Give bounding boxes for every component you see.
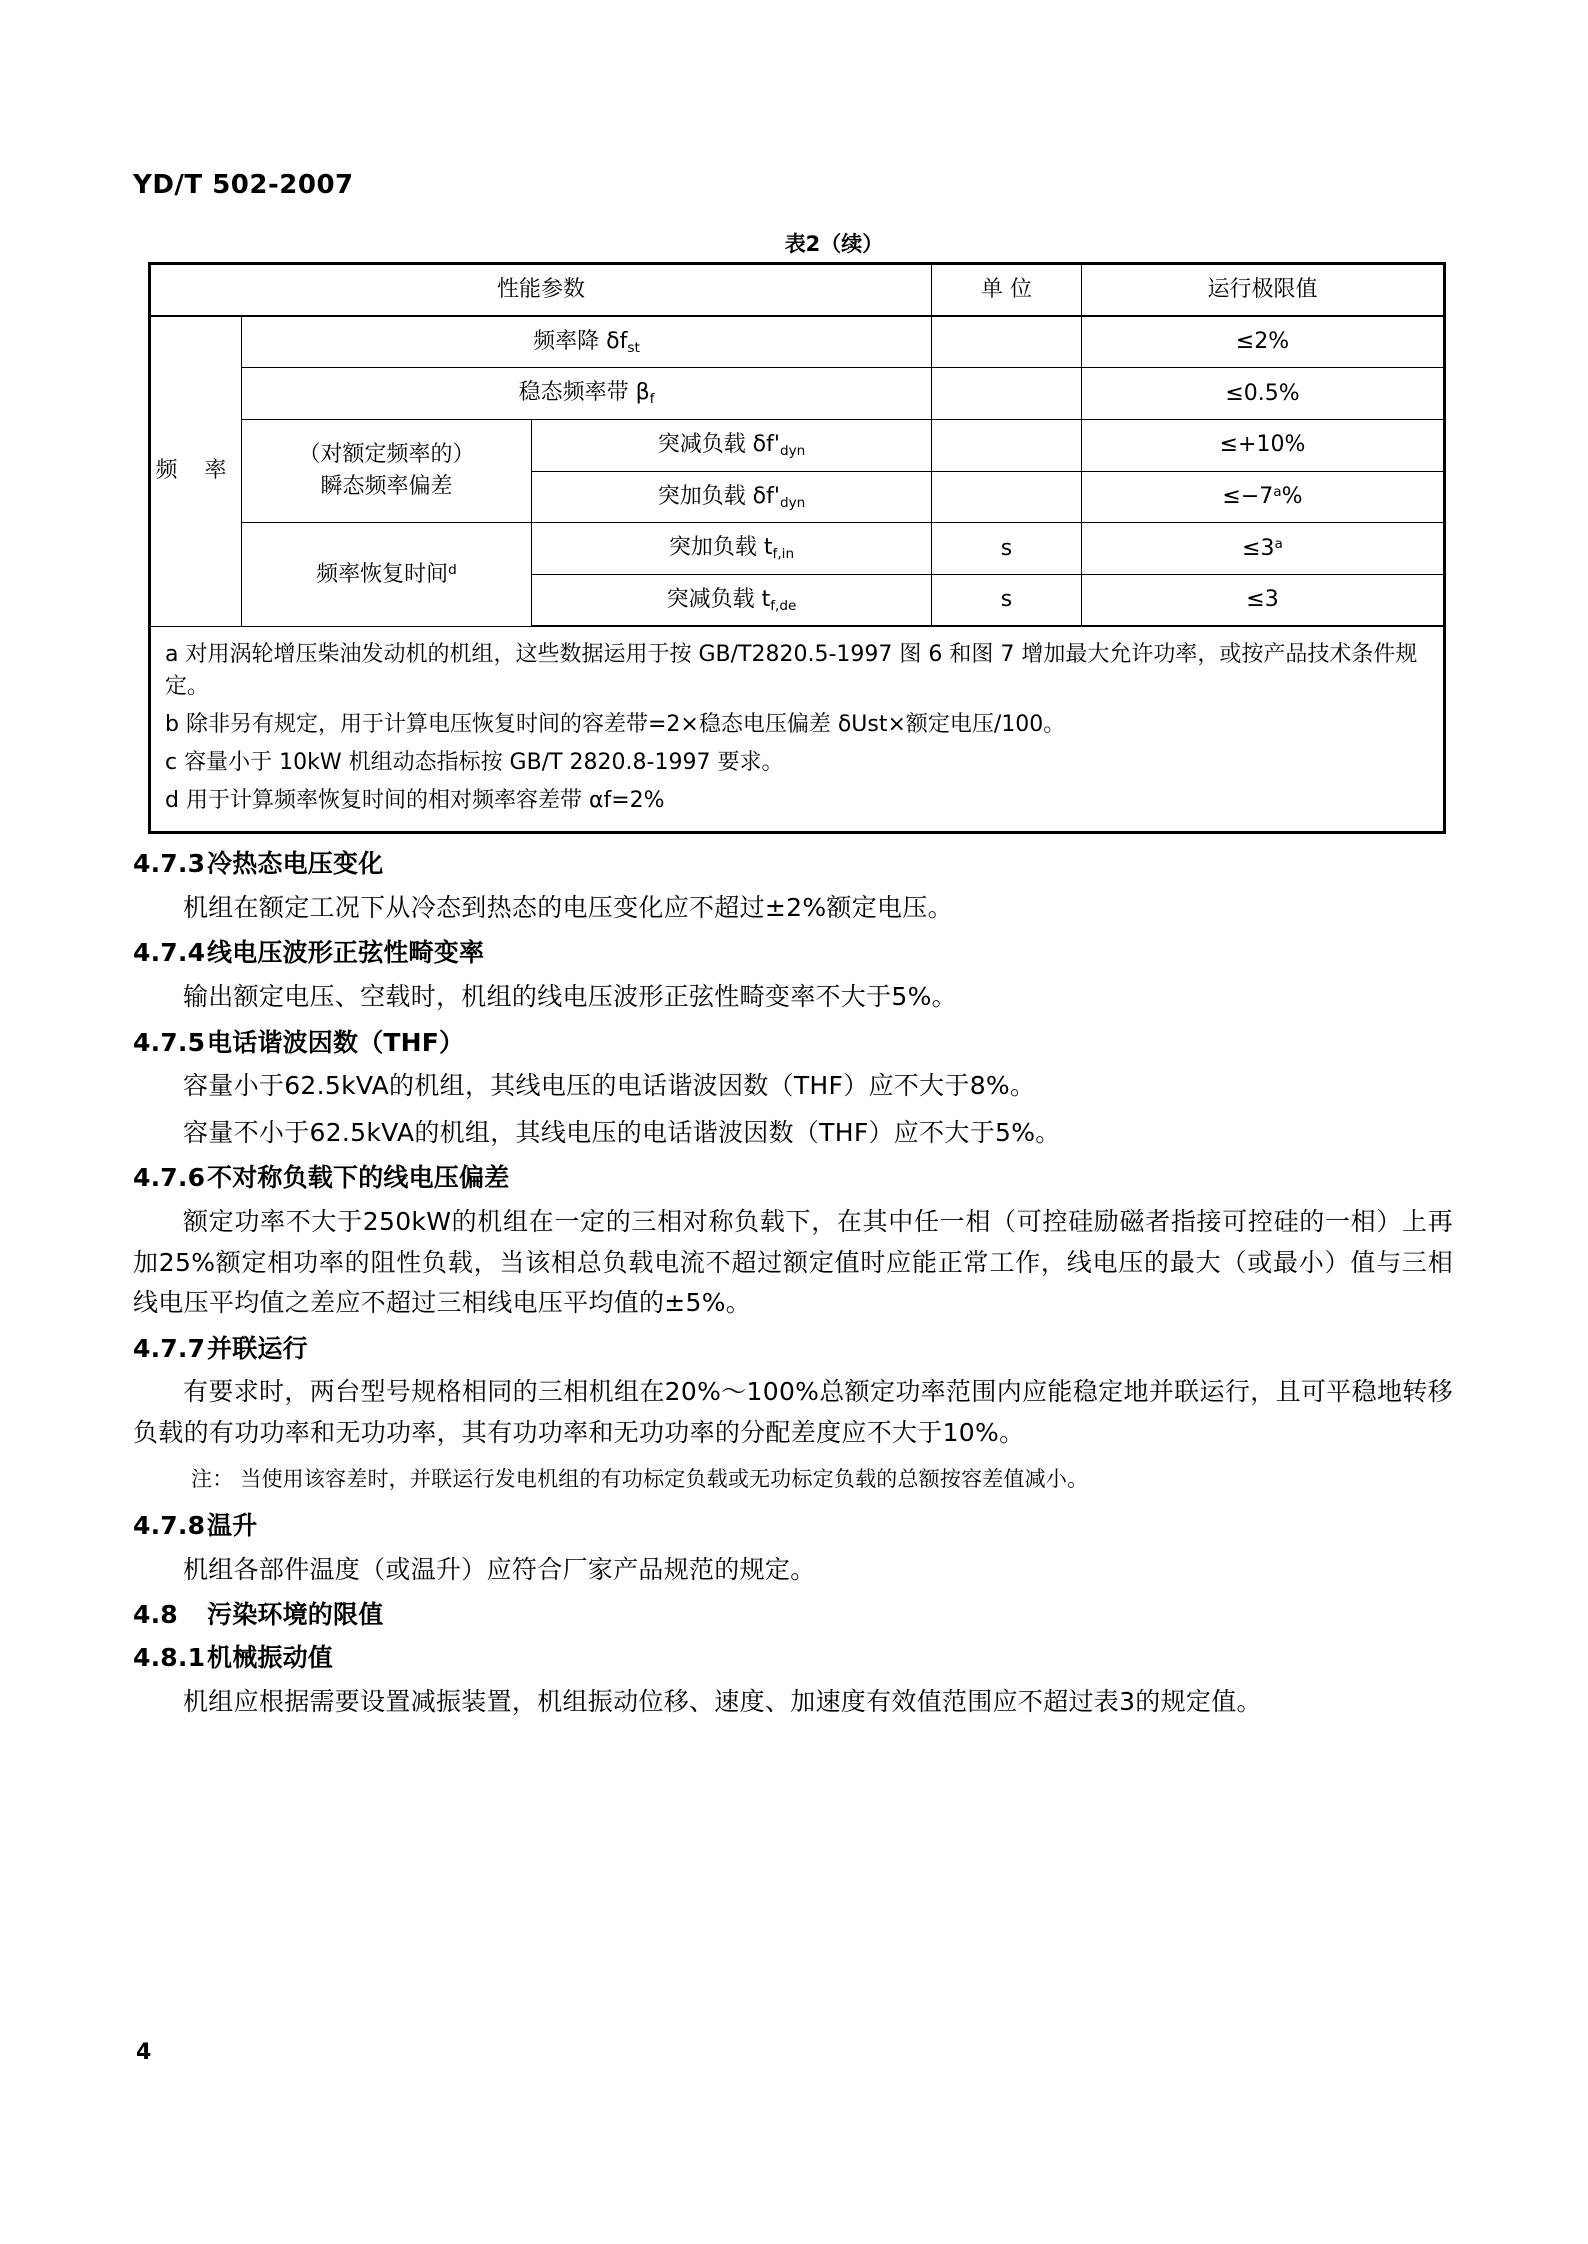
item-subscript: st [627,339,640,356]
table-row [150,368,1445,420]
section-paragraph: 容量不小于62.5kVA的机组，其线电压的电话谐波因数（THF）应不大于5%。 [183,1117,1061,1147]
section-heading-4-7-5 [133,1024,1453,1063]
limit-tail: % [1281,483,1303,509]
limit-superscript: a [1273,484,1282,501]
category-line-1: （对额定频率的） [298,442,475,468]
footnote-a: a 对用涡轮增压柴油发动机的机组，这些数据运用于按 GB/T2820.5-1997 图 6 和图 7 增加最大允许功率，或按产品技术条件规定。 [165,642,1418,700]
section-paragraph: 有要求时，两台型号规格相同的三相机组在20%～100%总额定功率范围内应能稳定地并联运行，且可平稳地转移负载的有功功率和无功功率，其有功功率和无功功率的分配差度应不大于10%。 [133,1377,1453,1447]
table-row [150,316,1445,368]
item-subscript: f,in [772,546,795,563]
section-heading-4-7-7 [133,1330,1453,1369]
section-heading-4-7-3 [133,845,1453,884]
cell-limit: ≤+10% [1082,420,1445,472]
limit-text: ≤3 [1242,535,1275,561]
performance-parameter-table [148,262,1446,834]
cell-limit [1082,471,1445,523]
item-text: 突加负载 δf' [657,483,780,509]
cell-unit: s [932,523,1082,575]
item-subscript: dyn [779,494,806,511]
section-number: 4.7.4 [133,938,206,968]
section-paragraph: 额定功率不大于250kW的机组在一定的三相对称负载下，在其中任一相（可控硅励磁者指接可控硅的一相）上再加25%额定相功率的阻性负载，当该相总负载电流不超过额定值时应能正常工作，线电压的最大（或最小）值与三相线电压平均值之差应不超过三相线电压平均值的±5%。 [133,1207,1453,1317]
section-number: 4.7.6 [133,1163,206,1193]
section-heading-4-7-6 [133,1159,1453,1198]
section-number: 4.8 [133,1600,178,1630]
table-row [150,420,1445,472]
table-header-row [150,264,1445,316]
running-header: YD/T 502-2007 [133,170,354,200]
cell-item-steady-frequency-band [242,368,932,420]
footnote-d: d 用于计算频率恢复时间的相对频率容差带 αf=2% [165,787,665,813]
section-number: 4.7.8 [133,1510,206,1540]
table-row [150,523,1445,575]
cell-item-sudden-load-increase-time [532,523,932,575]
row-group-label-frequency: 频 率 [150,316,242,626]
cell-limit: ≤0.5% [1082,368,1445,420]
section-number: 4.7.3 [133,849,206,878]
item-text: 突加负载 t [668,535,773,561]
item-text: 频率降 δf [533,328,628,354]
header-performance-parameter: 性能参数 [150,264,932,316]
section-heading-4-7-8 [133,1507,1453,1546]
section-note: 注： 当使用该容差时，并联运行发电机组的有功标定负载或无功标定负载的总额按容差值减小。 [191,1467,1089,1492]
section-title: 不对称负载下的线电压偏差 [207,1163,510,1193]
section-title: 并联运行 [207,1333,308,1363]
section-paragraph: 输出额定电压、空载时，机组的线电压波形正弦性畸变率不大于5%。 [183,982,957,1011]
item-subscript: f,de [770,597,797,614]
cell-limit: ≤3 [1082,574,1445,626]
section-title: 机械振动值 [207,1642,334,1672]
section-number: 4.8.1 [133,1642,206,1672]
category-superscript: d [448,561,457,578]
cell-category-frequency-recovery-time [242,523,532,627]
footnote-b: b 除非另有规定，用于计算电压恢复时间的容差带=2×稳态电压偏差 δUst×额定电压/100。 [165,712,1066,738]
cell-item-sudden-load-decrease-time [532,574,932,626]
section-paragraph: 容量小于62.5kVA的机组，其线电压的电话谐波因数（THF）应不大于8%。 [183,1071,1036,1101]
cell-limit [1082,523,1445,575]
cell-limit: ≤2% [1082,316,1445,368]
category-text: 频率恢复时间 [316,561,449,587]
cell-item-sudden-load-decrease [532,420,932,472]
item-text: 突减负载 t [666,586,771,612]
item-subscript: f [649,391,655,408]
table-footnotes [150,626,1445,832]
page-number: 4 [136,2040,152,2065]
section-paragraph: 机组在额定工况下从冷态到热态的电压变化应不超过±2%额定电压。 [183,892,953,922]
section-title: 温升 [207,1510,258,1540]
category-line-2: 瞬态频率偏差 [320,474,453,500]
cell-item-sudden-load-increase [532,471,932,523]
item-text: 稳态频率带 β [518,380,650,406]
cell-unit [932,316,1082,368]
document-body [133,845,1453,1728]
header-unit: 单 位 [932,264,1082,316]
item-subscript: dyn [779,442,806,459]
section-number: 4.7.5 [133,1027,206,1057]
section-title: 污染环境的限值 [207,1600,384,1630]
section-heading-4-7-4 [133,934,1453,973]
section-number: 4.7.7 [133,1333,206,1363]
footnote-c: c 容量小于 10kW 机组动态指标按 GB/T 2820.8-1997 要求。 [165,750,784,776]
section-title: 冷热态电压变化 [207,849,384,878]
section-paragraph: 机组各部件温度（或温升）应符合厂家产品规范的规定。 [183,1554,816,1584]
limit-superscript: a [1274,535,1283,552]
section-heading-4-8 [133,1596,1453,1635]
header-operating-limit: 运行极限值 [1082,264,1445,316]
cell-unit [932,368,1082,420]
section-heading-4-8-1 [133,1639,1453,1678]
cell-unit [932,420,1082,472]
section-paragraph: 机组应根据需要设置减振装置，机组振动位移、速度、加速度有效值范围应不超过表3的规定值。 [183,1686,1262,1716]
cell-category-transient-frequency-deviation [242,420,532,523]
cell-item-frequency-droop [242,316,932,368]
section-title: 电话谐波因数（THF） [207,1027,465,1057]
item-text: 突减负载 δf' [657,432,780,458]
section-title: 线电压波形正弦性畸变率 [207,938,485,968]
spec-table-wrapper [148,262,1443,834]
table-footnotes-row [150,626,1445,832]
limit-text: ≤−7 [1222,483,1274,509]
cell-unit: s [932,574,1082,626]
cell-unit [932,471,1082,523]
table-caption: 表2（续） [784,232,884,256]
